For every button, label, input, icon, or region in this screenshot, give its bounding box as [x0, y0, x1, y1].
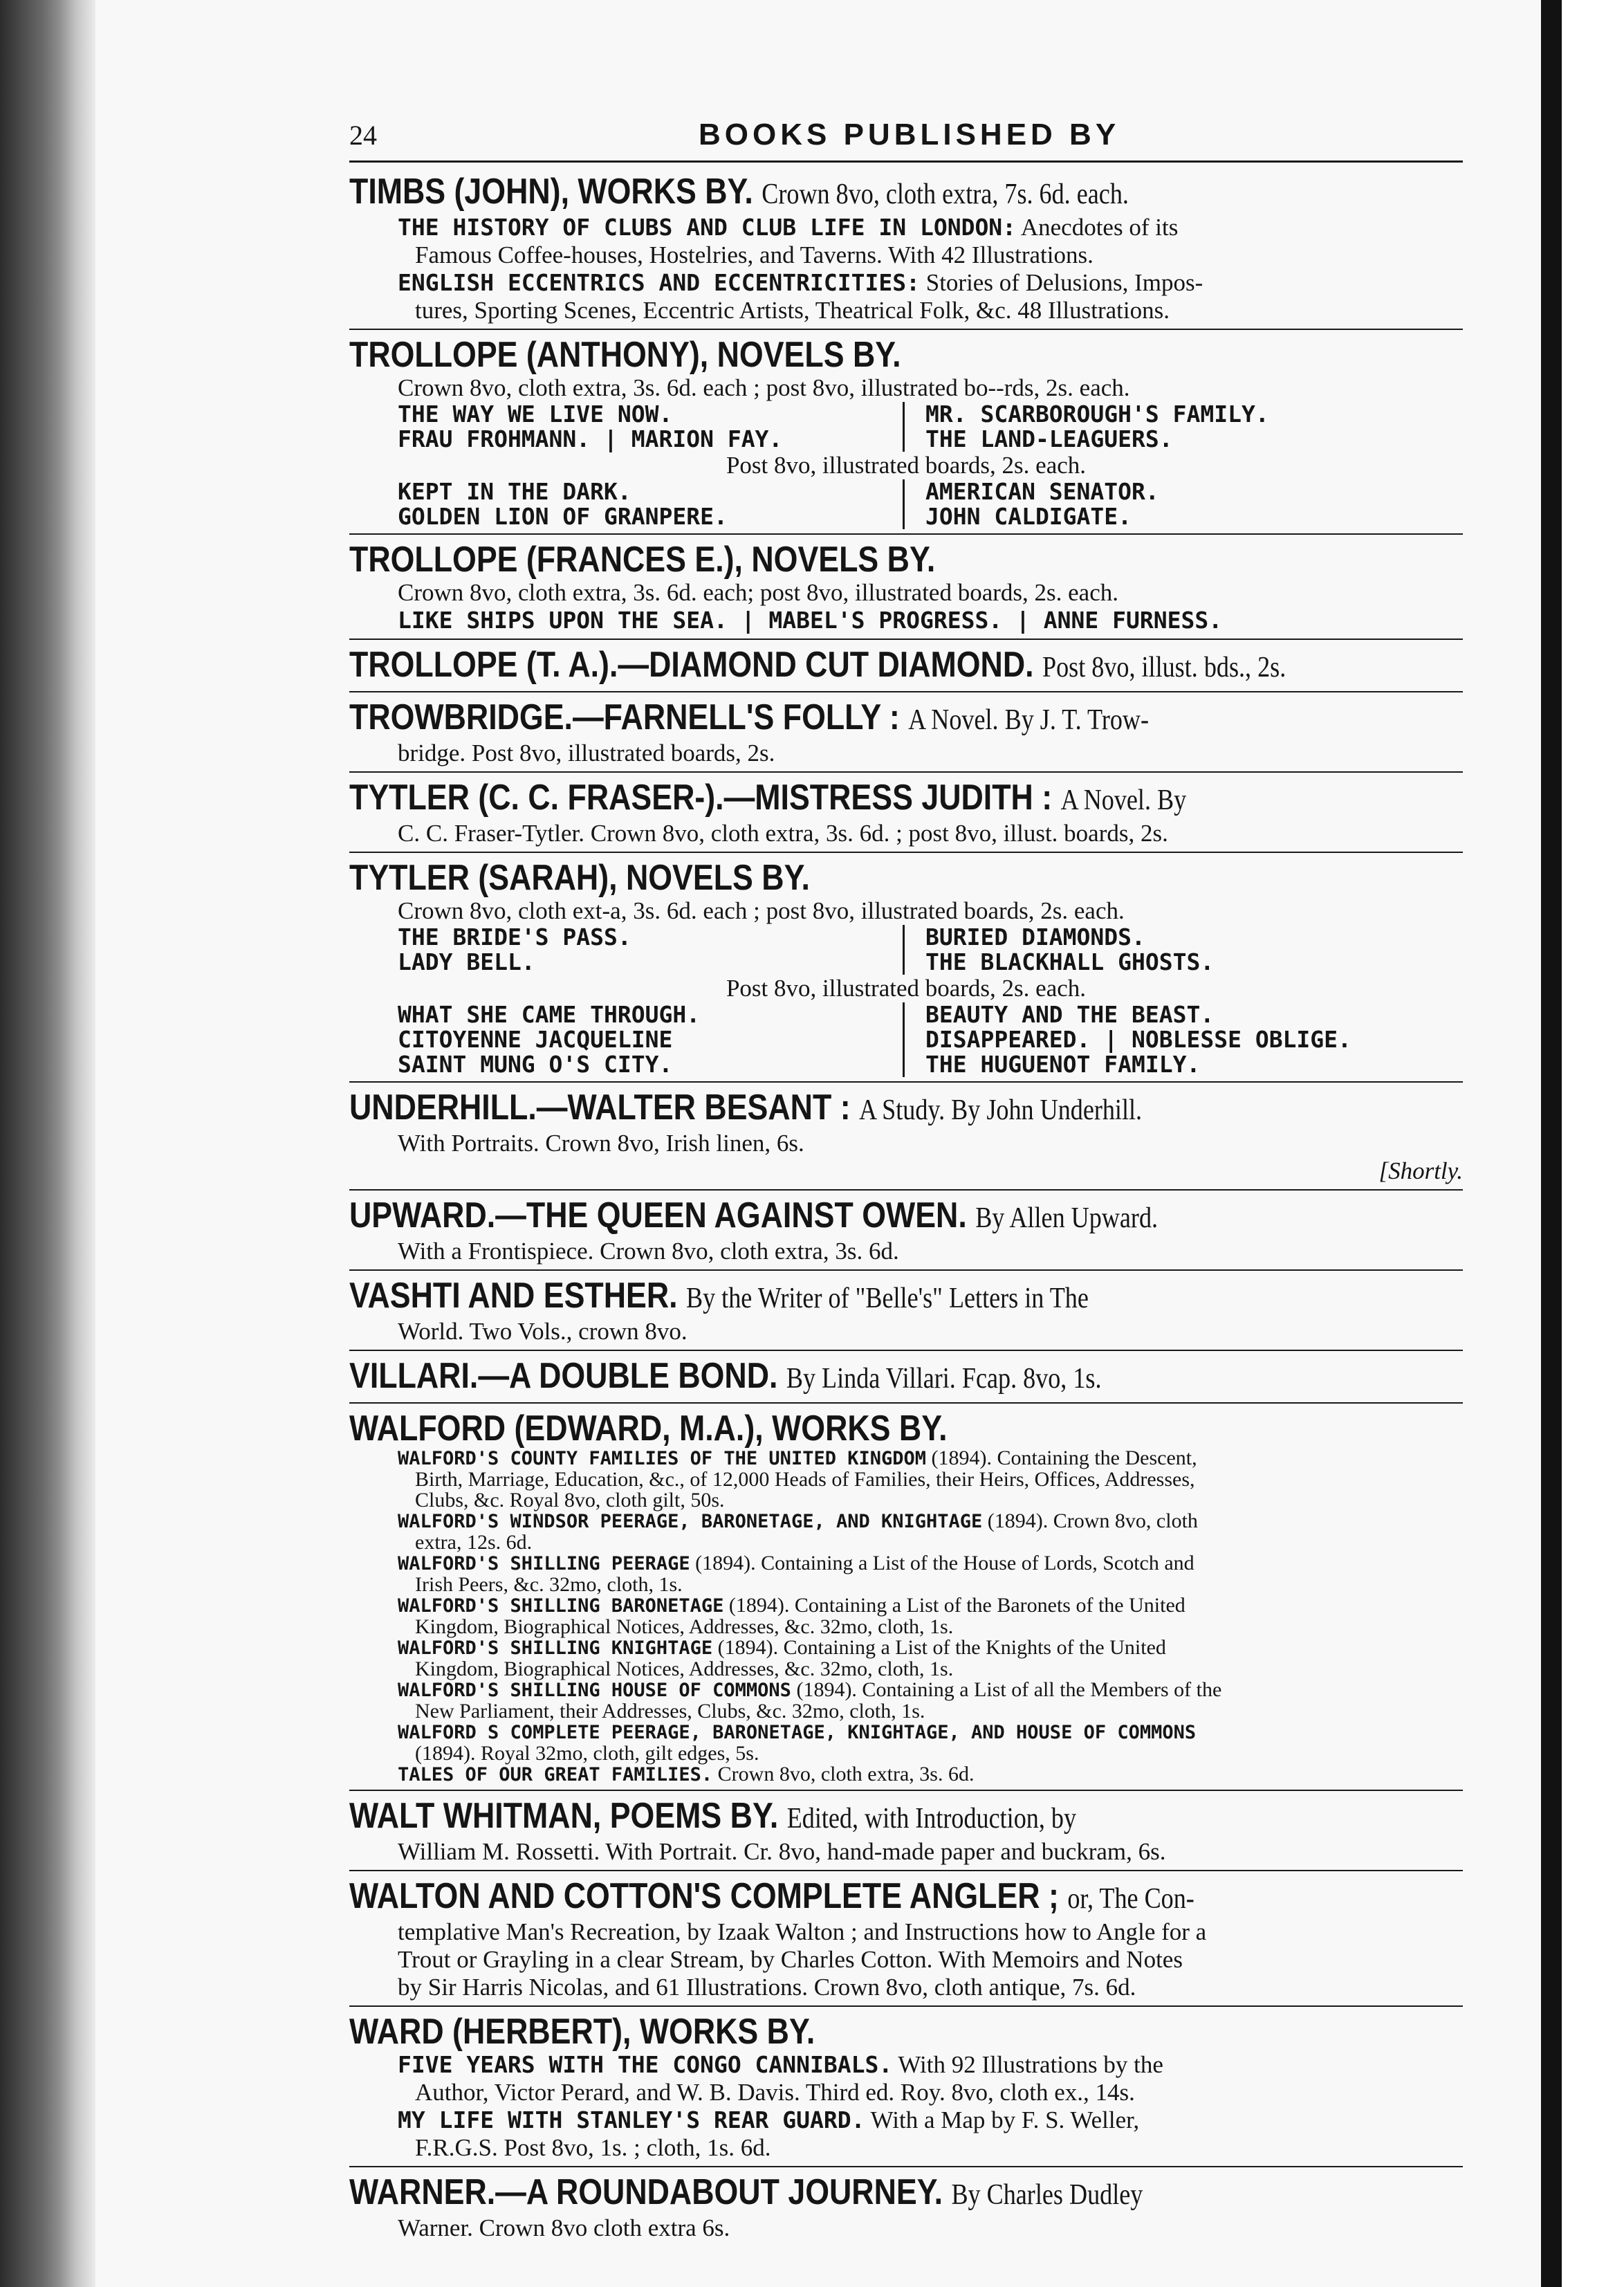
- book-description: Famous Coffee-houses, Hostelries, and Taverns. With 42 Illustrations.: [415, 241, 1094, 268]
- entry-heading: TROLLOPE (T. A.).—DIAMOND CUT DIAMOND. Post 8vo, illust. bds., 2s.: [349, 645, 1286, 685]
- walford-item-detail: Clubs, &c. Royal 8vo, cloth gilt, 50s.: [415, 1489, 725, 1512]
- entry-villari: [349, 1351, 1463, 1404]
- entry-details: With a Frontispiece. Crown 8vo, cloth extra, 3s. 6d.: [398, 1238, 899, 1265]
- entry-walton: [349, 1871, 1463, 2007]
- entry-tytler-sarah: [349, 853, 1463, 1083]
- scan-background: [1562, 0, 1624, 2287]
- book-titles: LIKE SHIPS UPON THE SEA. | MABEL'S PROGRESS. | ANNE FURNESS.: [398, 607, 1223, 634]
- entry-trowbridge: [349, 692, 1463, 773]
- book-title: GOLDEN LION OF GRANPERE.: [398, 503, 728, 530]
- entry-heading: WALFORD (EDWARD, M.A.), WORKS BY.: [349, 1408, 948, 1449]
- walford-item: WALFORD'S SHILLING HOUSE OF COMMONS (1894). Containing a List of all the Members of the: [398, 1678, 1222, 1701]
- entry-details: With Portraits. Crown 8vo, Irish linen, 6s.: [398, 1130, 804, 1157]
- walford-item: WALFORD'S WINDSOR PEERAGE, BARONETAGE, AND KNIGHTAGE (1894). Crown 8vo, cloth: [398, 1509, 1198, 1532]
- entry-ward: [349, 2007, 1463, 2167]
- entry-details: Warner. Crown 8vo cloth extra 6s.: [398, 2214, 730, 2241]
- book-title-line: MY LIFE WITH STANLEY'S REAR GUARD. With a Map by F. S. Weller,: [398, 2106, 1140, 2133]
- book-title: JOHN CALDIGATE.: [925, 503, 1132, 530]
- entry-details: World. Two Vols., crown 8vo.: [398, 1318, 688, 1345]
- book-title: THE LAND-LEAGUERS.: [925, 425, 1173, 452]
- running-head: BOOKS PUBLISHED BY: [699, 118, 1120, 151]
- entry-heading: WARD (HERBERT), WORKS BY.: [349, 2012, 815, 2052]
- entry-whitman: [349, 1791, 1463, 1871]
- walford-item: WALFORD'S COUNTY FAMILIES OF THE UNITED KINGDOM (1894). Containing the Descent,: [398, 1446, 1197, 1469]
- entry-details: William M. Rossetti. With Portrait. Cr. 8vo, hand-made paper and buckram, 6s.: [398, 1838, 1166, 1865]
- entry-heading: TIMBS (JOHN), WORKS BY. Crown 8vo, cloth extra, 7s. 6d. each.: [349, 172, 1129, 212]
- entry-trollope-ta: [349, 640, 1463, 692]
- book-title: THE BRIDE'S PASS.: [398, 924, 631, 950]
- book-title-line: ENGLISH ECCENTRICS AND ECCENTRICITIES: Stories of Delusions, Impos-: [398, 269, 1203, 296]
- walford-item-detail: extra, 12s. 6d.: [415, 1531, 533, 1554]
- entry-trollope-anthony: [349, 330, 1463, 535]
- title-columns: [349, 925, 1463, 975]
- entry-timbs: [349, 167, 1463, 330]
- walford-item-detail: Kingdom, Biographical Notices, Addresses, &c. 32mo, cloth, 1s.: [415, 1615, 954, 1638]
- entry-heading: WARNER.—A ROUNDABOUT JOURNEY. By Charles Dudley: [349, 2172, 1143, 2212]
- book-title: BEAUTY AND THE BEAST.: [925, 1001, 1215, 1028]
- entry-underhill: [349, 1083, 1463, 1191]
- book-title: AMERICAN SENATOR.: [925, 478, 1159, 505]
- walford-item-detail: (1894). Royal 32mo, cloth, gilt edges, 5s.: [415, 1742, 759, 1765]
- entry-heading: TYTLER (C. C. FRASER-).—MISTRESS JUDITH : A Novel. By: [349, 778, 1187, 818]
- edition-note: Crown 8vo, cloth extra, 3s. 6d. each; post 8vo, illustrated boards, 2s. each.: [398, 579, 1119, 606]
- title-columns: [349, 1002, 1463, 1077]
- book-title: THE HUGUENOT FAMILY.: [925, 1051, 1201, 1078]
- entry-heading: TYTLER (SARAH), NOVELS BY.: [349, 858, 810, 898]
- entry-heading: TROLLOPE (ANTHONY), NOVELS BY.: [349, 335, 901, 375]
- entry-upward: [349, 1191, 1463, 1271]
- walford-item-detail: Kingdom, Biographical Notices, Addresses, &c. 32mo, cloth, 1s.: [415, 1657, 954, 1680]
- title-columns: [349, 479, 1463, 529]
- walford-item: WALFORD'S SHILLING KNIGHTAGE (1894). Containing a List of the Knights of the United: [398, 1636, 1166, 1659]
- walford-item: WALFORD'S SHILLING PEERAGE (1894). Containing a List of the House of Lords, Scotch and: [398, 1552, 1194, 1574]
- book-title: MR. SCARBOROUGH'S FAMILY.: [925, 401, 1269, 428]
- edition-note: Crown 8vo, cloth extra, 3s. 6d. each ; post 8vo, illustrated bo--rds, 2s. each.: [398, 374, 1130, 401]
- page-header: [349, 118, 1463, 163]
- book-title: LADY BELL.: [398, 948, 535, 975]
- walford-item: WALFORD'S SHILLING BARONETAGE (1894). Containing a List of the Baronets of the United: [398, 1594, 1185, 1617]
- entry-heading: WALTON AND COTTON'S COMPLETE ANGLER ; or, The Con-: [349, 1876, 1194, 1916]
- entry-walford: [349, 1404, 1463, 1791]
- entry-heading: WALT WHITMAN, POEMS BY. Edited, with Introduction, by: [349, 1796, 1077, 1836]
- walford-item-detail: Birth, Marriage, Education, &c., of 12,000 Heads of Families, their Heirs, Offices, Addresses,: [415, 1468, 1195, 1491]
- edition-note: Crown 8vo, cloth ext-a, 3s. 6d. each ; post 8vo, illustrated boards, 2s. each.: [398, 897, 1125, 924]
- entry-vashti: [349, 1271, 1463, 1351]
- book-title: WHAT SHE CAME THROUGH.: [398, 1001, 701, 1028]
- entry-heading: VILLARI.—A DOUBLE BOND. By Linda Villari. Fcap. 8vo, 1s.: [349, 1356, 1102, 1396]
- entry-details: C. C. Fraser-Tytler. Crown 8vo, cloth extra, 3s. 6d. ; post 8vo, illust. boards, 2s.: [398, 820, 1168, 847]
- walford-item-detail: Irish Peers, &c. 32mo, cloth, 1s.: [415, 1573, 683, 1596]
- book-title: FRAU FROHMANN. | MARION FAY.: [398, 425, 783, 452]
- book-description: Author, Victor Perard, and W. B. Davis. Third ed. Roy. 8vo, cloth ex., 14s.: [415, 2079, 1135, 2106]
- edition-note: Post 8vo, illustrated boards, 2s. each.: [726, 452, 1087, 479]
- book-title: THE WAY WE LIVE NOW.: [398, 401, 673, 428]
- book-title-line: FIVE YEARS WITH THE CONGO CANNIBALS. With 92 Illustrations by the: [398, 2051, 1163, 2078]
- entry-heading: UPWARD.—THE QUEEN AGAINST OWEN. By Allen Upward.: [349, 1195, 1159, 1236]
- book-title: SAINT MUNG O'S CITY.: [398, 1051, 673, 1078]
- entry-heading: VASHTI AND ESTHER. By the Writer of "Belle's" Letters in The: [349, 1276, 1089, 1316]
- entry-heading: TROWBRIDGE.—FARNELL'S FOLLY : A Novel. By J. T. Trow-: [349, 697, 1150, 737]
- edition-note: Post 8vo, illustrated boards, 2s. each.: [726, 975, 1087, 1002]
- entry-warner: [349, 2167, 1463, 2246]
- page-number: 24: [349, 120, 377, 151]
- shortly-note: [Shortly.: [1378, 1157, 1463, 1184]
- book-title: THE BLACKHALL GHOSTS.: [925, 948, 1215, 975]
- book-title: BURIED DIAMONDS.: [925, 924, 1145, 950]
- entry-details: bridge. Post 8vo, illustrated boards, 2s.: [398, 740, 775, 766]
- entry-details: Trout or Grayling in a clear Stream, by Charles Cotton. With Memoirs and Notes: [398, 1946, 1183, 1973]
- page-edge-shadow: [1541, 0, 1562, 2287]
- book-description: tures, Sporting Scenes, Eccentric Artists, Theatrical Folk, &c. 48 Illustrations.: [415, 297, 1170, 324]
- title-columns: [349, 402, 1463, 452]
- entry-details: by Sir Harris Nicolas, and 61 Illustrations. Crown 8vo, cloth antique, 7s. 6d.: [398, 1974, 1136, 2001]
- book-title: KEPT IN THE DARK.: [398, 478, 631, 505]
- walford-item: WALFORD S COMPLETE PEERAGE, BARONETAGE, KNIGHTAGE, AND HOUSE OF COMMONS: [398, 1722, 1197, 1743]
- walford-item: TALES OF OUR GREAT FAMILIES. Crown 8vo, cloth extra, 3s. 6d.: [398, 1763, 975, 1785]
- entry-trollope-frances: [349, 535, 1463, 640]
- book-description: F.R.G.S. Post 8vo, 1s. ; cloth, 1s. 6d.: [415, 2134, 771, 2161]
- catalogue-page: [349, 118, 1463, 2246]
- book-spine-shadow: [0, 0, 95, 2287]
- entry-heading: TROLLOPE (FRANCES E.), NOVELS BY.: [349, 540, 936, 580]
- book-title-line: THE HISTORY OF CLUBS AND CLUB LIFE IN LONDON: Anecdotes of its: [398, 214, 1179, 241]
- walford-item-detail: New Parliament, their Addresses, Clubs, &c. 32mo, cloth, 1s.: [415, 1700, 925, 1723]
- entry-heading: UNDERHILL.—WALTER BESANT : A Study. By John Underhill.: [349, 1087, 1143, 1128]
- entry-details: templative Man's Recreation, by Izaak Walton ; and Instructions how to Angle for a: [398, 1918, 1207, 1945]
- entry-tytler-fraser: [349, 773, 1463, 853]
- book-title: DISAPPEARED. | NOBLESSE OBLIGE.: [925, 1026, 1351, 1053]
- book-title: CITOYENNE JACQUELINE: [398, 1026, 673, 1053]
